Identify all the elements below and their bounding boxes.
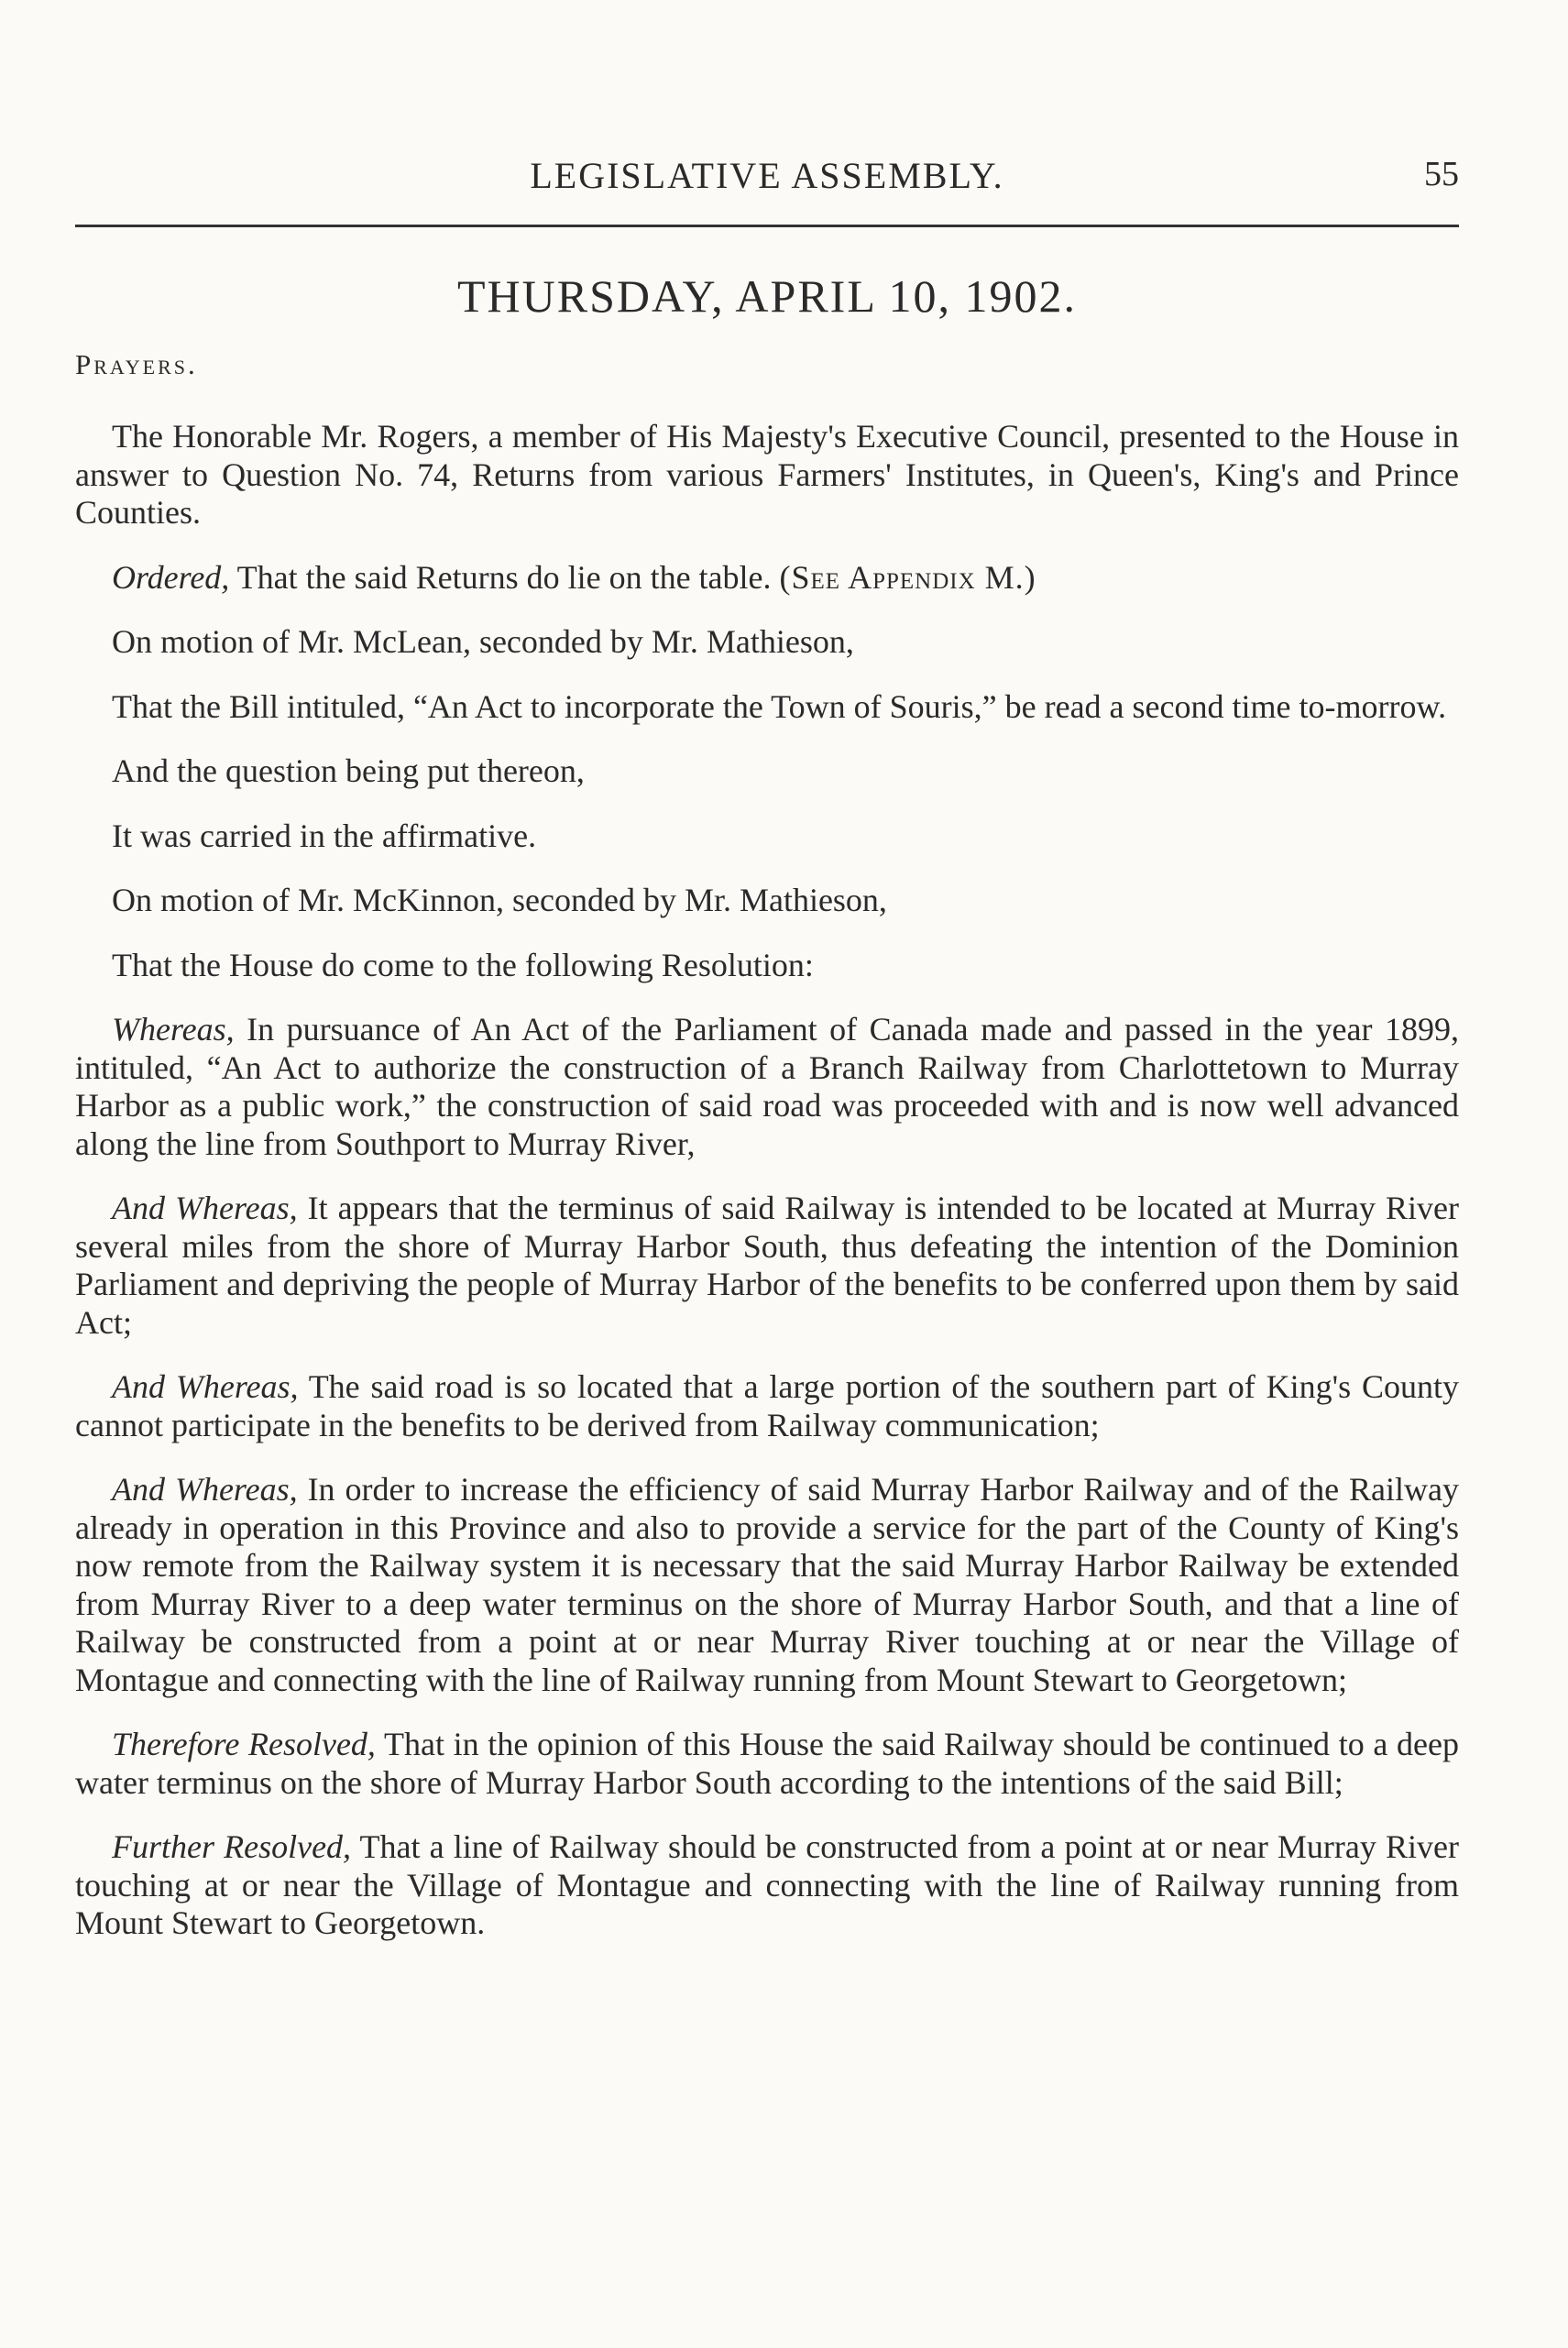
paragraph-lead: Ordered, — [112, 558, 230, 596]
paragraph-text: That the House do come to the following Resolution: — [112, 946, 814, 983]
paragraph-text: And the question being put thereon, — [112, 752, 585, 789]
paragraph — [75, 1828, 1459, 1943]
paragraph-text: The Honorable Mr. Rogers, a member of His Majesty's Executive Council, presented to the House in answer to Question No. 74, Returns from various Farmers' Institutes, in Queen's, King's and Prince Counties. — [75, 418, 1459, 531]
paragraph — [75, 752, 1459, 791]
paragraph-lead: Further Resolved, — [112, 1828, 352, 1865]
prayers-label: Prayers. — [75, 348, 198, 380]
paragraph-lead: Whereas, — [112, 1011, 235, 1048]
running-head — [75, 154, 1459, 198]
running-title: LEGISLATIVE ASSEMBLY. — [530, 155, 1004, 196]
paragraph — [75, 559, 1459, 598]
paragraph-text: It appears that the terminus of said Railway is intended to be located at Murray River several miles from the shore of Murray Harbor South, thus defeating the intention of the Dominion Parliament and depriving the people of Murray Harbor of the benefits to be conferred upon them by said Act; — [75, 1190, 1459, 1341]
paragraph-lead: And Whereas, — [112, 1190, 298, 1226]
page-number: 55 — [1424, 155, 1459, 193]
paragraph-lead: And Whereas, — [112, 1471, 298, 1508]
paragraph-lead: And Whereas, — [112, 1368, 299, 1405]
paragraph-text: That the Bill intituled, “An Act to incorporate the Town of Souris,” be read a second time to-morrow. — [112, 687, 1447, 725]
paragraph — [75, 1368, 1459, 1444]
body-text — [75, 418, 1459, 1943]
paragraph-text: In pursuance of An Act of the Parliament of Canada made and passed in the year 1899, intituled, “An Act to authorize the construction of a Branch Railway from Charlottetown to Murray Harbor as a public work,” the construction of said road was proceeded with and is now well advanced along the line from Southport to Murray River, — [75, 1011, 1459, 1162]
paragraph-text: That a line of Railway should be constructed from a point at or near Murray River touching at or near the Village of Montague and connecting with the line of Railway running from Mount Stewart to Georgetown. — [75, 1828, 1459, 1941]
paragraph — [75, 1011, 1459, 1163]
paragraph — [75, 623, 1459, 662]
paragraph-text: In order to increase the efficiency of said Murray Harbor Railway and of the Railway already in operation in this Province and also to provide a service for the part of the County of King's now remote from the Railway system it is necessary that the said Murray Harbor Railway be extended from Murray River to a deep water terminus on the shore of Murray Harbor South, and that a line of Railway be constructed from a point at or near Murray River touching at or near the Village of Montague and connecting with the line of Railway running from Mount Stewart to Georgetown; — [75, 1471, 1459, 1698]
paragraph-text: On motion of Mr. McKinnon, seconded by Mr. Mathieson, — [112, 882, 887, 918]
paragraph-text: It was carried in the affirmative. — [112, 817, 537, 854]
header-rule — [75, 225, 1459, 227]
date-heading: THURSDAY, APRIL 10, 1902. — [456, 270, 1078, 322]
paragraph — [75, 817, 1459, 856]
paragraph — [75, 1471, 1459, 1699]
paragraph — [75, 1190, 1459, 1342]
paragraph — [75, 688, 1459, 727]
paragraph — [75, 947, 1459, 985]
paragraph — [75, 418, 1459, 532]
paragraph-text: The said road is so located that a large portion of the southern part of King's County cannot participate in the benefits to be derived from Railway communication; — [75, 1368, 1459, 1443]
paragraph — [75, 882, 1459, 920]
appendix-reference: (See Appendix M.) — [779, 558, 1036, 596]
paragraph-text: On motion of Mr. McLean, seconded by Mr. Mathieson, — [112, 623, 854, 660]
paragraph-lead: Therefore Resolved, — [112, 1726, 376, 1762]
paragraph-text: That in the opinion of this House the said Railway should be continued to a deep water terminus on the shore of Murray Harbor South according to the intentions of the said Bill; — [75, 1726, 1460, 1801]
paragraph — [75, 1726, 1459, 1802]
document-page — [75, 0, 1459, 2348]
paragraph-text: That the said Returns do lie on the table. — [229, 558, 780, 596]
